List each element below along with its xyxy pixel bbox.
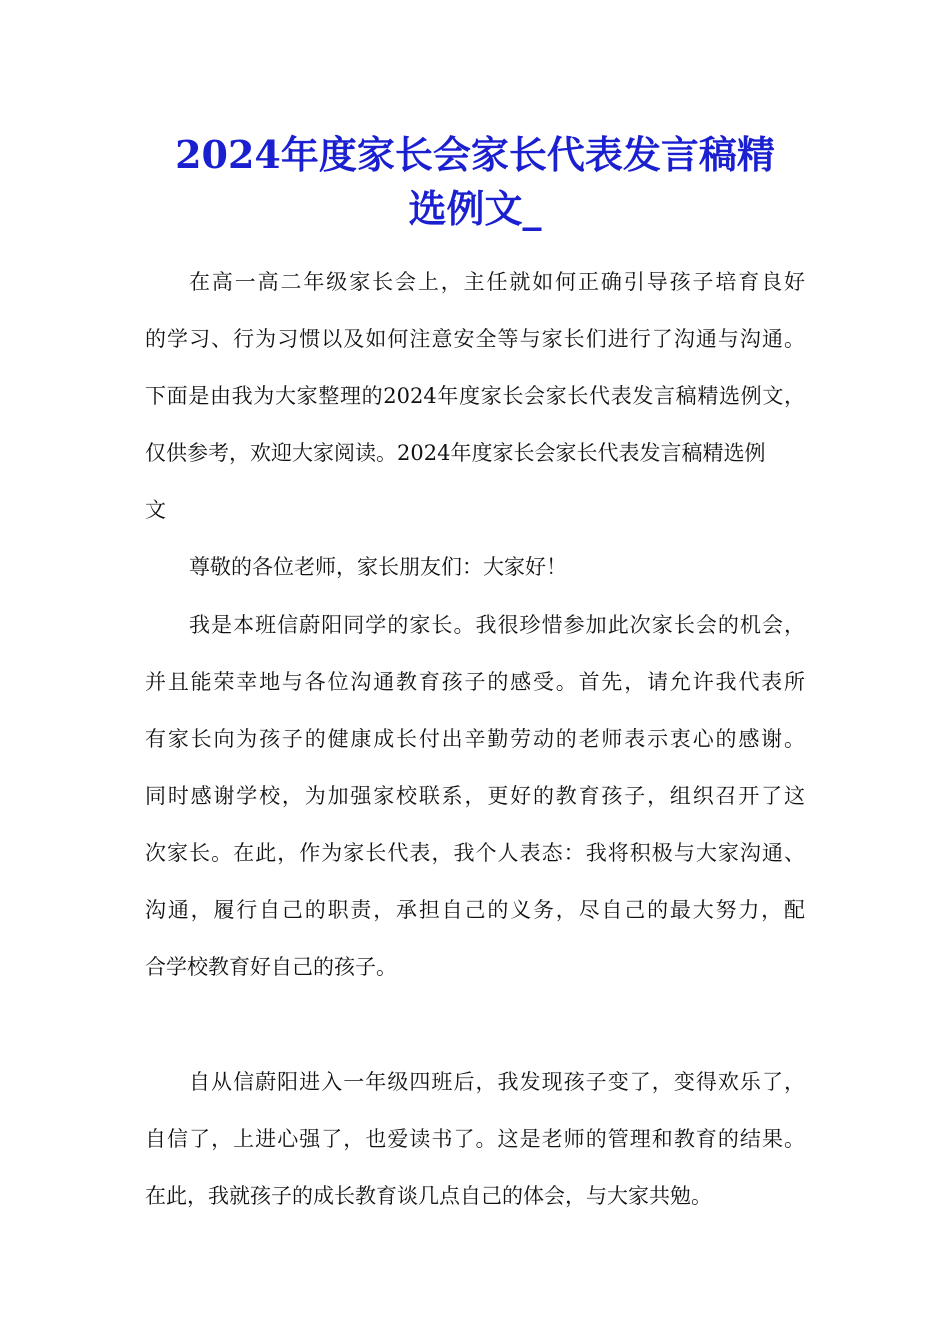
- paragraph-3-line-4: 同时感谢学校，为加强家校联系，更好的教育孩子，组织召开了这: [145, 784, 805, 808]
- paragraph-1-line-4: 仅供参考，欢迎大家阅读。2024年度家长会家长代表发言稿精选例: [145, 441, 766, 465]
- paragraph-1-line-5: 文: [145, 498, 166, 522]
- paragraph-4-line-2: 自信了，上进心强了，也爱读书了。这是老师的管理和教育的结果。: [145, 1127, 805, 1151]
- paragraph-3-line-1: 我是本班信蔚阳同学的家长。我很珍惜参加此次家长会的机会，: [189, 613, 805, 637]
- paragraph-4-line-3: 在此，我就孩子的成长教育谈几点自己的体会，与大家共勉。: [145, 1184, 712, 1208]
- paragraph-3-line-2: 并且能荣幸地与各位沟通教育孩子的感受。首先，请允许我代表所: [145, 670, 805, 694]
- document-title: [145, 128, 805, 236]
- paragraph-4-line-1: 自从信蔚阳进入一年级四班后，我发现孩子变了，变得欢乐了，: [189, 1070, 805, 1094]
- title-line-2: 选例文_: [408, 186, 542, 231]
- paragraph-2-line-1: 尊敬的各位老师，家长朋友们：大家好！: [189, 555, 567, 579]
- paragraph-3-line-5: 次家长。在此，作为家长代表，我个人表态：我将积极与大家沟通、: [145, 841, 805, 865]
- paragraph-1-line-1: 在高一高二年级家长会上，主任就如何正确引导孩子培育良好: [189, 270, 805, 294]
- paragraph-3-line-6: 沟通，履行自己的职责，承担自己的义务，尽自己的最大努力，配: [145, 898, 805, 922]
- paragraph-3-line-7: 合学校教育好自己的孩子。: [145, 955, 397, 979]
- paragraph-3-line-3: 有家长向为孩子的健康成长付出辛勤劳动的老师表示衷心的感谢。: [145, 727, 805, 751]
- paragraph-1-line-3: 下面是由我为大家整理的2024年度家长会家长代表发言稿精选例文，: [145, 384, 805, 408]
- title-line-1: 2024年度家长会家长代表发言稿精: [175, 132, 775, 177]
- paragraph-1-line-2: 的学习、行为习惯以及如何注意安全等与家长们进行了沟通与沟通。: [145, 327, 805, 351]
